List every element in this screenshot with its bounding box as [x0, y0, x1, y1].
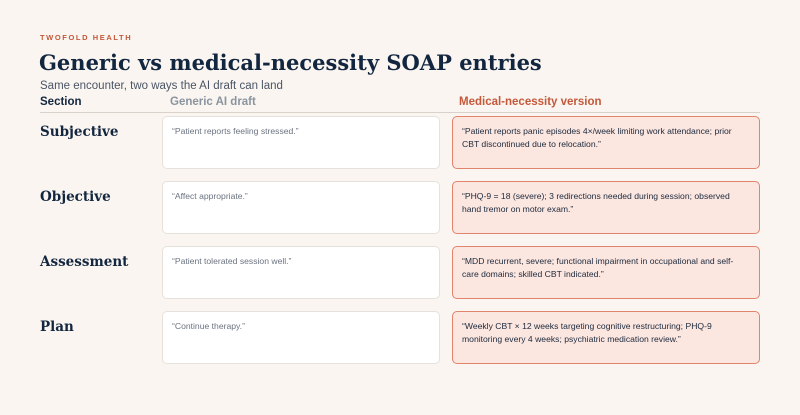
medical-entry-subjective: “Patient reports panic episodes 4×/week limiting work attendance; prior CBT discontinued due to relocation.” [452, 116, 760, 169]
medical-entry-assessment: “MDD recurrent, severe; functional impairment in occupational and self-care domains; skilled CBT indicated.” [452, 246, 760, 299]
medical-entry-objective: “PHQ-9 = 18 (severe); 3 redirections needed during session; observed hand tremor on motor exam.” [452, 181, 760, 234]
page-subtitle: Same encounter, two ways the AI draft can land [40, 80, 283, 92]
generic-entry-assessment: “Patient tolerated session well.” [162, 246, 440, 299]
medical-entry-plan: “Weekly CBT × 12 weeks targeting cognitive restructuring; PHQ-9 monitoring every 4 weeks; psychiatric medication review.” [452, 311, 760, 364]
row-label-assessment: Assessment [40, 254, 129, 270]
page-title: Generic vs medical-necessity SOAP entries [39, 50, 542, 75]
generic-entry-plan: “Continue therapy.” [162, 311, 440, 364]
column-header-generic: Generic AI draft [170, 96, 256, 108]
generic-entry-objective: “Affect appropriate.” [162, 181, 440, 234]
row-label-plan: Plan [40, 319, 74, 335]
column-header-medical: Medical-necessity version [459, 96, 602, 108]
brand-label: TWOFOLD HEALTH [40, 33, 133, 42]
row-label-objective: Objective [40, 189, 111, 205]
header-divider [40, 112, 760, 113]
row-label-subjective: Subjective [40, 124, 119, 140]
generic-entry-subjective: “Patient reports feeling stressed.” [162, 116, 440, 169]
column-header-section: Section [40, 96, 82, 108]
